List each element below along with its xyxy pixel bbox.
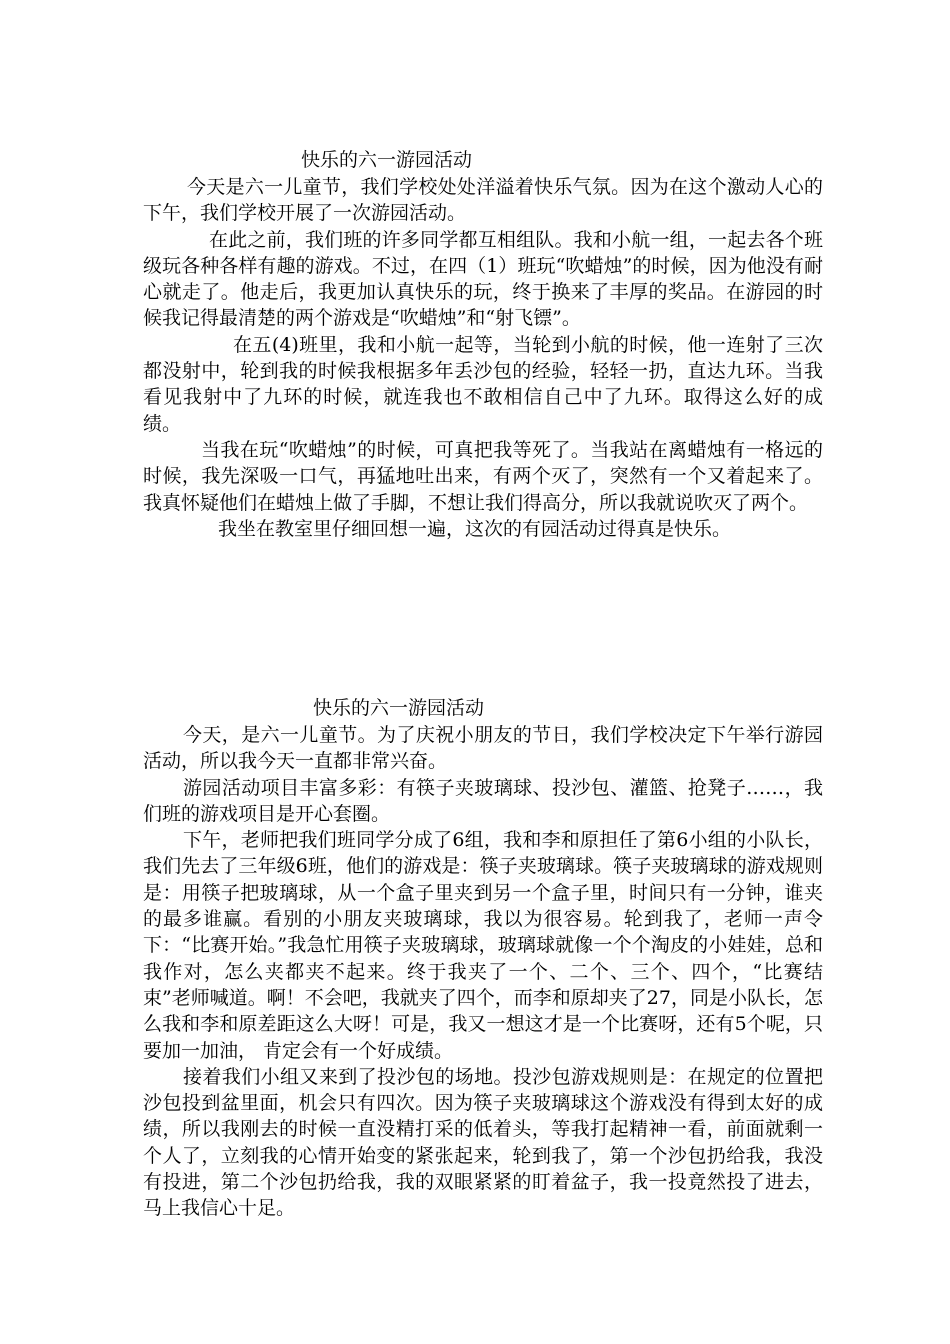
- essay-paragraph: 今天是六一儿童节，我们学校处处洋溢着快乐气氛。因为在这个激动人心的下午，我们学校开展了一次游园活动。: [143, 176, 823, 225]
- essay-paragraph: 游园活动项目丰富多彩：有筷子夹玻璃球、投沙包、灌篮、抢凳子……，我们班的游戏项目是开心套圈。: [143, 776, 823, 825]
- essay-paragraph: 我坐在教室里仔细回想一遍，这次的有园活动过得真是快乐。: [218, 517, 732, 540]
- essay-1: [143, 146, 823, 542]
- essay-paragraph: 在五(4)班里，我和小航一起等，当轮到小航的时候，他一连射了三次都没射中，轮到我的时候我根据多年丢沙包的经验，轻轻一扔，直达九环。当我看见我射中了九环的时候，就连我也不敢相信自己中了九环。取得这么好的成绩。: [143, 333, 823, 435]
- essay-title: 快乐的六一游园活动: [313, 697, 485, 719]
- essay-title: 快乐的六一游园活动: [301, 149, 473, 171]
- essay-paragraph: 当我在玩“吹蜡烛”的时候，可真把我等死了。当我站在离蜡烛有一格远的时候，我先深吸一口气，再猛地吐出来，有两个灭了，突然有一个又着起来了。我真怀疑他们在蜡烛上做了手脚，不想让我们得高分，所以我就说吹灭了两个。: [143, 438, 823, 514]
- essay-paragraph: 今天，是六一儿童节。为了庆祝小朋友的节日，我们学校决定下午举行游园活动，所以我今天一直都非常兴奋。: [143, 724, 823, 773]
- essay-paragraph: 接着我们小组又来到了投沙包的场地。投沙包游戏规则是：在规定的位置把沙包投到盆里面，机会只有四次。因为筷子夹玻璃球这个游戏没有得到太好的成绩，所以我刚去的时候一直没精打采的低着头，等我打起精神一看，前面就剩一个人了，立刻我的心情开始变的紧张起来，轮到我了，第一个沙包扔给我，我没有投进，第二个沙包扔给我，我的双眼紧紧的盯着盆子，我一投竟然投了进去，马上我信心十足。: [143, 1065, 823, 1220]
- essay-paragraph: 下午，老师把我们班同学分成了6组，我和李和原担任了第6小组的小队长，我们先去了三年级6班，他们的游戏是：筷子夹玻璃球。筷子夹玻璃球的游戏规则是：用筷子把玻璃球，从一个盒子里夹到另一个盒子里，时间只有一分钟，谁夹的最多谁赢。看别的小朋友夹玻璃球，我以为很容易。轮到我了，老师一声令下：“比赛开始。”我急忙用筷子夹玻璃球，玻璃球就像一个个淘皮的小娃娃，总和我作对，怎么夹都夹不起来。终于我夹了一个、二个、三个、四个，“比赛结束”老师喊道。啊！不会吧，我就夹了四个，而李和原却夹了27，同是小队长，怎么我和李和原差距这么大呀！可是，我又一想这才是一个比赛呀，还有5个呢，只要加一加油， 肯定会有一个好成绩。: [143, 829, 823, 1062]
- essay-paragraph: 在此之前，我们班的许多同学都互相组队。我和小航一组，一起去各个班级玩各种各样有趣的游戏。不过，在四（1）班玩“吹蜡烛”的时候，因为他没有耐心就走了。他走后，我更加认真快乐的玩，终于换来了丰厚的奖品。在游园的时候我记得最清楚的两个游戏是“吹蜡烛”和“射飞镖”。: [143, 228, 823, 330]
- essay-2: [143, 694, 823, 1222]
